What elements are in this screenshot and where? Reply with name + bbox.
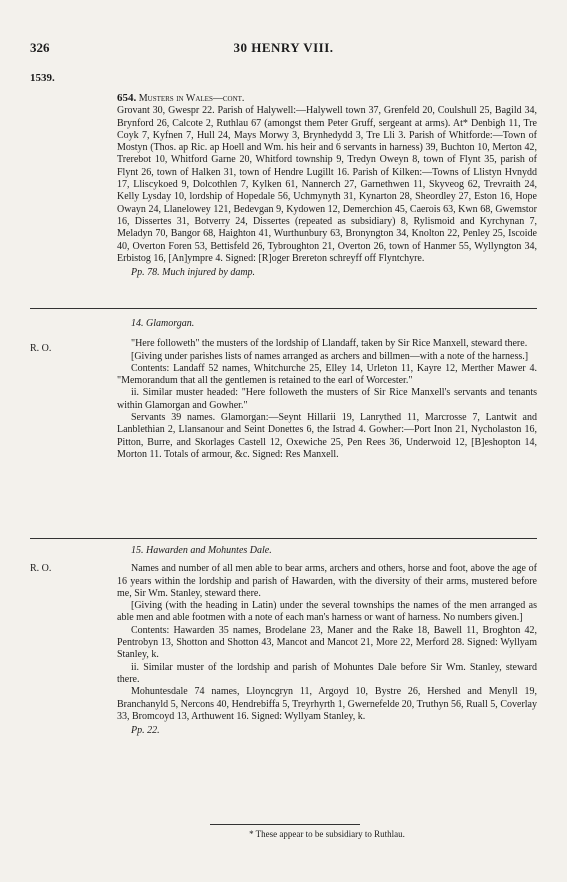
running-head: 30 HENRY VIII. <box>233 40 334 55</box>
section-15-mohuntes: Mohuntesdale 74 names, Lloyncgryn 11, Argoyd 10, Bystre 26, Hershed and Menyll 19, Branchanyld 5, Nercons 40, Hendrebiffa 5, Treyrhyrth 1, Gwernefelde 20, Truthyn 56, Ruall 5, Coverlay 33, Bromcoyd 13, Arthuwent 16. Signed: Wyllyam Stanley, k. <box>117 686 537 722</box>
section-15 <box>117 545 537 737</box>
section-number: 654. <box>117 92 137 104</box>
page-number: 326 <box>30 40 50 55</box>
section-14-contents: Contents: Landaff 52 names, Whitchurche 25, Elley 14, Urleton 11, Kayre 12, Merther Mawer 4. "Memorandum that all the gentlemen is retained to the earl of Worcester." <box>117 362 537 387</box>
section-654 <box>117 92 537 279</box>
divider <box>30 308 537 309</box>
margin-note-ro: R. O. <box>30 343 52 354</box>
section-15-title: 15. Hawarden and Mohuntes Dale. <box>131 545 272 556</box>
section-15-intro: Names and number of all men able to bear arms, archers and others, horse and foot, above the age of 16 years within the lordship and parish of Hawarden, with the diversity of their arms, mustered before me, Sir Wm. Stanley, steward there. <box>117 563 537 599</box>
section-14-quote: "Here followeth" the musters of the lordship of Llandaff, taken by Sir Rice Manxell, steward there. <box>131 338 528 350</box>
section-14-similar: ii. Similar muster headed: "Here followeth the musters of Sir Rice Manxell's servants and tenants within Glamorgan and Gowher." <box>117 387 537 411</box>
section-654-text: Grovant 30, Gwespr 22. Parish of Halywell:—Halywell town 37, Grenfeld 20, Coulshull 25, Bagild 34, Brynford 26, Calcote 2, Ruthlau 67 (amongst them Peter Gruff, sergeant at arms). At* Denbigh 11, Tre Coyk 7, Kyfnen 7, Hull 24, Mays Morwy 3, Brynhedydd 3, Tre Lli 3. Parish of Whitforde:—Town of Mostyn (Thos. ap Ric. ap Hoell and Wm. his heir and 6 servants in harness) 39, Buchton 10, Merton 42, Trerebot 10, Whitford Garne 20, Whitford township 9, Tredyn Oweyn 8, town of Flynt 35, parish of Flynt 26, town of Halken 31, town of Hendre Lugillt 16. Parish of Kilken:—Towns of Llistyn Hvnydd 17, Lliscykoed 9, Dolcothlen 7, Kylken 61, Nannerch 27, Garnethwen 11, Skyveog 62, Trevraith 24, Kelly Lysday 10, lordship of Hopedale 56, Uchmynyth 31, Kynarton 28, Sheordley 27, Eston 16, Hope Owayn 24, Llanelowey 121, Bedevgan 9, Kydowen 12, Demerchion 45, Caerois 63, Kwn 68, Gwemstor 16, Dissertes 31, Botverry 24, Dissertes (repeated as subsidiary) 8, Rylismoid and Kyrchynan 7, Meladyn 70, Bangor 68, Haighton 41, Wurthunbury 63, Bronyngton 34, Knolton 22, Penley 25, Iscoide 40, Overton Foren 53, Bettisfeld 26, Tybroughton 21, Overton 26, town of Hanmer 55, Wyllyngton 34, Erbistog 16, [An]ympre 4. Signed: [R]oger Brereton schreyff off Flyntchyre. <box>117 105 537 264</box>
section-654-pages: Pp. 78. Much injured by damp. <box>131 267 256 279</box>
section-title: Musters in Wales—cont. <box>138 93 245 104</box>
margin-note-ro: R. O. <box>30 563 52 574</box>
section-14-title: 14. Glamorgan. <box>131 318 195 329</box>
footnote: * These appear to be subsidiary to Ruthlau. <box>249 829 405 839</box>
section-14 <box>117 318 537 461</box>
section-15-pages: Pp. 22. <box>131 725 160 737</box>
section-15-similar: ii. Similar muster of the lordship and parish of Mohuntes Dale before Sir Wm. Stanley, steward there. <box>117 661 537 685</box>
year-label: 1539. <box>30 72 55 84</box>
section-14-servants: Servants 39 names. Glamorgan:—Seynt Hillarii 19, Lanrythed 11, Marcrosse 7, Lantwit and Lanblethian 2, Llansanour and Seint Donettes 6, the Istrad 4. Gowher:—Port Inon 21, Nycholaston 16, Pitton, Burre, and Skorlages Castell 12, Oxewiche 25, Pen Rees 36, Underwoid 12, [B]eshopton 14, Morton 11. Totals of armour, &c. Signed: Res Manxell. <box>117 412 537 460</box>
footnote-divider <box>210 824 360 825</box>
page-header <box>30 40 537 60</box>
section-15-contents: Contents: Hawarden 35 names, Brodelane 23, Maner and the Rake 18, Bawell 11, Broghton 42, Pentrobyn 13, Shotton and Shotton 43, Mancot and Mancot 21, More 22, Merford 28. Signed: Wyllyam Stanley, k. <box>117 624 537 661</box>
section-15-giving: [Giving (with the heading in Latin) under the several townships the names of the men arranged as able men and able footmen with a note of each man's harness or want of harness. No numbers given.] <box>117 600 537 624</box>
section-14-giving: [Giving under parishes lists of names arranged as archers and billmen—with a note of the harness.] <box>131 350 529 362</box>
divider <box>30 538 537 539</box>
